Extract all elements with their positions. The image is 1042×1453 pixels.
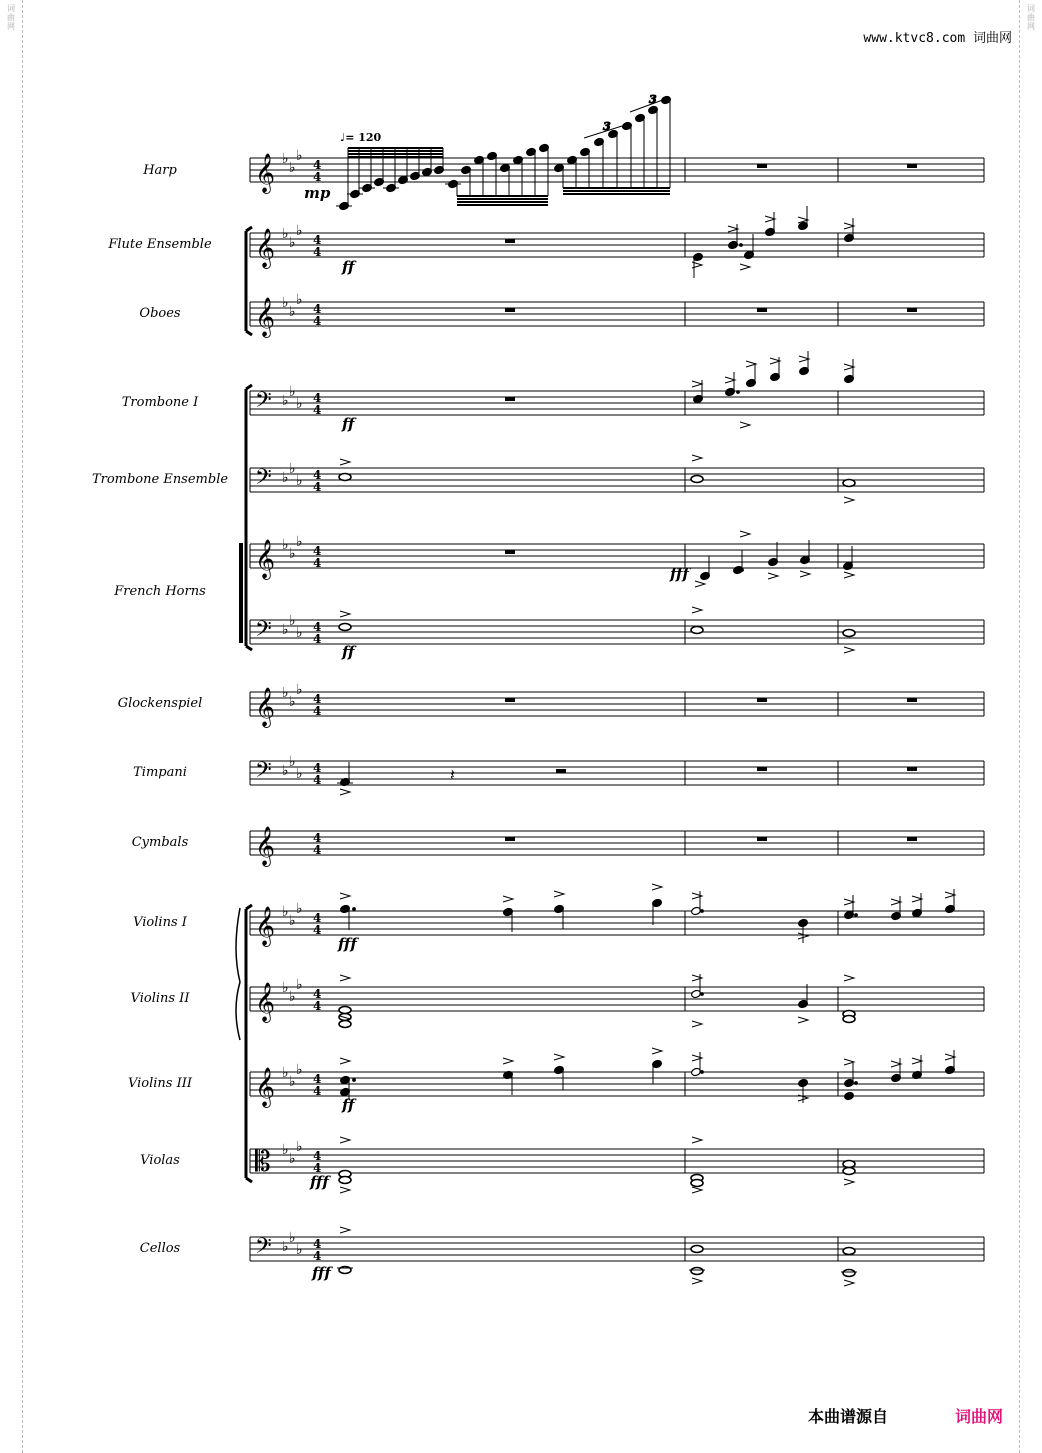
right-margin-watermark: 词 曲 网 — [1027, 4, 1035, 31]
bracket-brass — [246, 385, 252, 650]
dynamic-cellos: fff — [312, 1264, 331, 1282]
accent-mark — [503, 896, 513, 902]
flat-sign: ♭ — [296, 473, 303, 489]
whole-rest — [757, 698, 767, 702]
flat-sign: ♭ — [282, 537, 289, 553]
flat-sign: ♭ — [296, 1242, 303, 1258]
whole-note — [843, 1161, 855, 1168]
flat-sign: ♭ — [282, 904, 289, 920]
augmentation-dot — [353, 908, 356, 911]
dynamic-harp: mp — [304, 184, 331, 202]
accent-mark — [652, 884, 662, 890]
time-sig-bottom: 4 — [313, 843, 322, 857]
half-rest — [556, 769, 566, 773]
whole-note — [339, 624, 351, 631]
time-sig-top: 4 — [313, 1237, 322, 1251]
accent-mark — [340, 893, 350, 899]
dynamic-trombone-i: ff — [342, 415, 355, 433]
flat-sign: ♭ — [296, 977, 303, 993]
flat-sign: ♭ — [282, 763, 289, 779]
augmentation-dot — [855, 1082, 858, 1085]
instrument-label-harp: Harp — [143, 163, 177, 178]
flat-sign: ♭ — [289, 913, 296, 929]
time-sig-bottom: 4 — [313, 170, 322, 184]
dynamic-violins-iii: ff — [342, 1096, 355, 1114]
tempo-marking: ♩= 120 — [340, 131, 382, 144]
instrument-label-violas: Violas — [140, 1153, 180, 1168]
whole-note — [691, 627, 703, 634]
flat-sign: ♭ — [282, 685, 289, 701]
time-sig-top: 4 — [313, 468, 322, 482]
accent-mark — [652, 1048, 662, 1054]
whole-note — [843, 630, 855, 637]
treble-clef: 𝄞 — [255, 906, 276, 946]
whole-note — [843, 1248, 855, 1255]
whole-rest — [505, 698, 515, 702]
accent-mark — [340, 1227, 350, 1233]
time-sig-top: 4 — [313, 911, 322, 925]
flat-sign: ♭ — [289, 1230, 296, 1246]
whole-note — [691, 1180, 703, 1187]
whole-note — [339, 474, 351, 481]
whole-rest — [757, 308, 767, 312]
accent-mark — [554, 1054, 564, 1060]
flat-sign: ♭ — [289, 1074, 296, 1090]
accent-mark — [695, 581, 705, 587]
accent-mark — [692, 1187, 702, 1193]
bass-clef: 𝄢 — [255, 1234, 272, 1264]
augmentation-dot — [741, 569, 744, 572]
instrument-label-trombone-ensemble: Trombone Ensemble — [91, 472, 229, 487]
accent-mark — [740, 264, 750, 270]
time-sig-bottom: 4 — [313, 704, 322, 718]
accents — [340, 216, 955, 1286]
whole-rest — [757, 767, 767, 771]
accent-mark — [692, 607, 702, 613]
whole-rest — [505, 239, 515, 243]
time-sig-top: 4 — [313, 831, 322, 845]
accent-mark — [692, 1021, 702, 1027]
time-sig-top: 4 — [313, 158, 322, 172]
flat-sign: ♭ — [296, 223, 303, 239]
whole-rest — [907, 698, 917, 702]
whole-rest — [907, 767, 917, 771]
instrument-label-cymbals: Cymbals — [131, 835, 189, 850]
flat-sign: ♭ — [289, 304, 296, 320]
accent-mark — [768, 573, 778, 579]
flat-sign: ♭ — [296, 148, 303, 164]
staff-lines — [250, 158, 984, 1261]
instrument-label-french-horns: French Horns — [114, 584, 206, 599]
flat-sign: ♭ — [282, 393, 289, 409]
flat-sign: ♭ — [296, 1062, 303, 1078]
brace-violins — [236, 908, 240, 1040]
dynamic-horns-bass: ff — [342, 643, 355, 661]
accent-mark — [340, 1137, 350, 1143]
time-sig-top: 4 — [313, 544, 322, 558]
treble-clef: 𝄞 — [255, 228, 276, 268]
quarter-rest: 𝄽 — [450, 765, 455, 784]
flat-sign: ♭ — [289, 546, 296, 562]
whole-rest — [505, 308, 515, 312]
bass-clef: 𝄢 — [255, 388, 272, 418]
flat-sign: ♭ — [282, 295, 289, 311]
accent-mark — [340, 1187, 350, 1193]
accent-mark — [844, 975, 854, 981]
accent-mark — [692, 1137, 702, 1143]
time-sig-top: 4 — [313, 233, 322, 247]
clefs — [255, 148, 303, 1264]
dynamic-violas: fff — [310, 1173, 329, 1191]
time-sig-top: 4 — [313, 620, 322, 634]
footer-brand[interactable]: 词曲网 — [955, 1407, 1004, 1426]
flat-sign: ♭ — [296, 1139, 303, 1155]
augmentation-dot — [701, 993, 704, 996]
whole-rest — [505, 550, 515, 554]
accent-mark — [340, 1058, 350, 1064]
time-sig-bottom: 4 — [313, 632, 322, 646]
accent-mark — [800, 571, 810, 577]
footer-source-text: 本曲谱源自 — [808, 1407, 889, 1426]
time-signatures — [313, 158, 321, 1263]
instrument-label-glockenspiel: Glockenspiel — [117, 696, 203, 711]
augmentation-dot — [737, 391, 740, 394]
time-sig-bottom: 4 — [313, 1249, 322, 1263]
flat-sign: ♭ — [282, 1065, 289, 1081]
treble-clef: 𝄞 — [255, 153, 276, 193]
flat-sign: ♭ — [289, 1151, 296, 1167]
whole-rest — [907, 837, 917, 841]
time-sig-top: 4 — [313, 692, 322, 706]
whole-rest — [907, 164, 917, 168]
accent-mark — [340, 611, 350, 617]
notes — [336, 93, 955, 1277]
flat-sign: ♭ — [282, 1239, 289, 1255]
instrument-label-flute-ensemble: Flute Ensemble — [108, 237, 212, 252]
accent-mark — [844, 1280, 854, 1286]
time-sig-bottom: 4 — [313, 245, 322, 259]
bass-clef: 𝄢 — [255, 617, 272, 647]
time-sig-bottom: 4 — [313, 403, 322, 417]
whole-note — [691, 1246, 703, 1253]
instrument-label-violins-iii: Violins III — [127, 1076, 193, 1091]
instrument-label-oboes: Oboes — [139, 306, 181, 321]
accent-mark — [692, 455, 702, 461]
accent-mark — [340, 789, 350, 795]
bass-clef: 𝄢 — [255, 758, 272, 788]
flat-sign: ♭ — [282, 980, 289, 996]
accent-mark — [740, 531, 750, 537]
time-sig-top: 4 — [313, 987, 322, 1001]
time-sig-bottom: 4 — [313, 556, 322, 570]
flat-sign: ♭ — [296, 901, 303, 917]
time-sig-top: 4 — [313, 391, 322, 405]
flat-sign: ♭ — [289, 384, 296, 400]
bracket-strings — [246, 905, 252, 1182]
accent-mark — [692, 1278, 702, 1284]
flat-sign: ♭ — [289, 613, 296, 629]
instrument-label-violins-i: Violins I — [133, 915, 187, 930]
whole-rest — [505, 837, 515, 841]
site-url[interactable]: www.ktvc8.com 词曲网 — [863, 31, 1012, 46]
accent-mark — [844, 1179, 854, 1185]
treble-clef: 𝄞 — [255, 982, 276, 1022]
treble-clef: 𝄞 — [255, 826, 276, 866]
whole-note — [843, 1168, 855, 1175]
note-head — [844, 1091, 855, 1100]
time-sig-top: 4 — [313, 761, 322, 775]
whole-rest — [757, 837, 767, 841]
accent-mark — [692, 381, 702, 387]
flat-sign: ♭ — [289, 754, 296, 770]
instrument-label-trombone-i: Trombone I — [121, 395, 199, 410]
whole-rest — [907, 308, 917, 312]
flat-sign: ♭ — [282, 1142, 289, 1158]
time-sig-bottom: 4 — [313, 1161, 322, 1175]
treble-clef: 𝄞 — [255, 687, 276, 727]
accent-mark — [340, 975, 350, 981]
bass-clef: 𝄢 — [255, 465, 272, 495]
whole-note — [843, 480, 855, 487]
flat-sign: ♭ — [289, 160, 296, 176]
accent-mark — [554, 891, 564, 897]
treble-clef: 𝄞 — [255, 297, 276, 337]
whole-rest — [757, 164, 767, 168]
time-sig-top: 4 — [313, 1149, 322, 1163]
time-sig-bottom: 4 — [313, 773, 322, 787]
augmentation-dot — [701, 1071, 704, 1074]
augmentation-dot — [855, 914, 858, 917]
bracket-woodwinds — [246, 227, 252, 335]
alto-clef: 𝄡 — [255, 1145, 271, 1178]
whole-rest — [505, 397, 515, 401]
accent-mark — [844, 572, 854, 578]
flat-sign: ♭ — [289, 235, 296, 251]
whole-note — [843, 1270, 855, 1277]
flat-sign: ♭ — [289, 694, 296, 710]
whole-note — [691, 1268, 703, 1275]
flat-sign: ♭ — [296, 766, 303, 782]
accent-mark — [844, 497, 854, 503]
flat-sign: ♭ — [282, 470, 289, 486]
time-sig-bottom: 4 — [313, 999, 322, 1013]
augmentation-dot — [701, 910, 704, 913]
flat-sign: ♭ — [289, 989, 296, 1005]
accent-mark — [740, 422, 750, 428]
flat-sign: ♭ — [296, 682, 303, 698]
augmentation-dot — [353, 1079, 356, 1082]
dynamic-flute: ff — [342, 258, 355, 276]
time-sig-bottom: 4 — [313, 1084, 322, 1098]
instrument-label-timpani: Timpani — [133, 765, 187, 780]
augmentation-dot — [740, 244, 743, 247]
accent-mark — [503, 1058, 513, 1064]
flat-sign: ♭ — [282, 226, 289, 242]
accent-mark — [340, 459, 350, 465]
flat-sign: ♭ — [282, 622, 289, 638]
instrument-label-cellos: Cellos — [139, 1241, 181, 1256]
tuplet-number: 3 — [603, 120, 611, 133]
treble-clef: 𝄞 — [255, 1067, 276, 1107]
accent-mark — [844, 647, 854, 653]
treble-clef: 𝄞 — [255, 539, 276, 579]
flat-sign: ♭ — [296, 534, 303, 550]
time-sig-bottom: 4 — [313, 314, 322, 328]
flat-sign: ♭ — [296, 292, 303, 308]
time-sig-bottom: 4 — [313, 923, 322, 937]
whole-note — [691, 476, 703, 483]
time-sig-top: 4 — [313, 1072, 322, 1086]
left-margin-watermark: 词 曲 网 — [7, 4, 15, 31]
whole-note — [339, 1007, 351, 1014]
instrument-label-violins-ii: Violins II — [130, 991, 190, 1006]
flat-sign: ♭ — [289, 461, 296, 477]
whole-note — [843, 1016, 855, 1023]
flat-sign: ♭ — [296, 625, 303, 641]
dynamic-violins-i: fff — [338, 935, 357, 953]
time-sig-bottom: 4 — [313, 480, 322, 494]
flat-sign: ♭ — [296, 396, 303, 412]
dynamic-horns-treble: fff — [670, 565, 689, 583]
time-sig-top: 4 — [313, 302, 322, 316]
whole-note — [339, 1177, 351, 1184]
accent-mark — [798, 1017, 808, 1023]
flat-sign: ♭ — [282, 151, 289, 167]
tuplet-number: 3 — [649, 93, 657, 106]
